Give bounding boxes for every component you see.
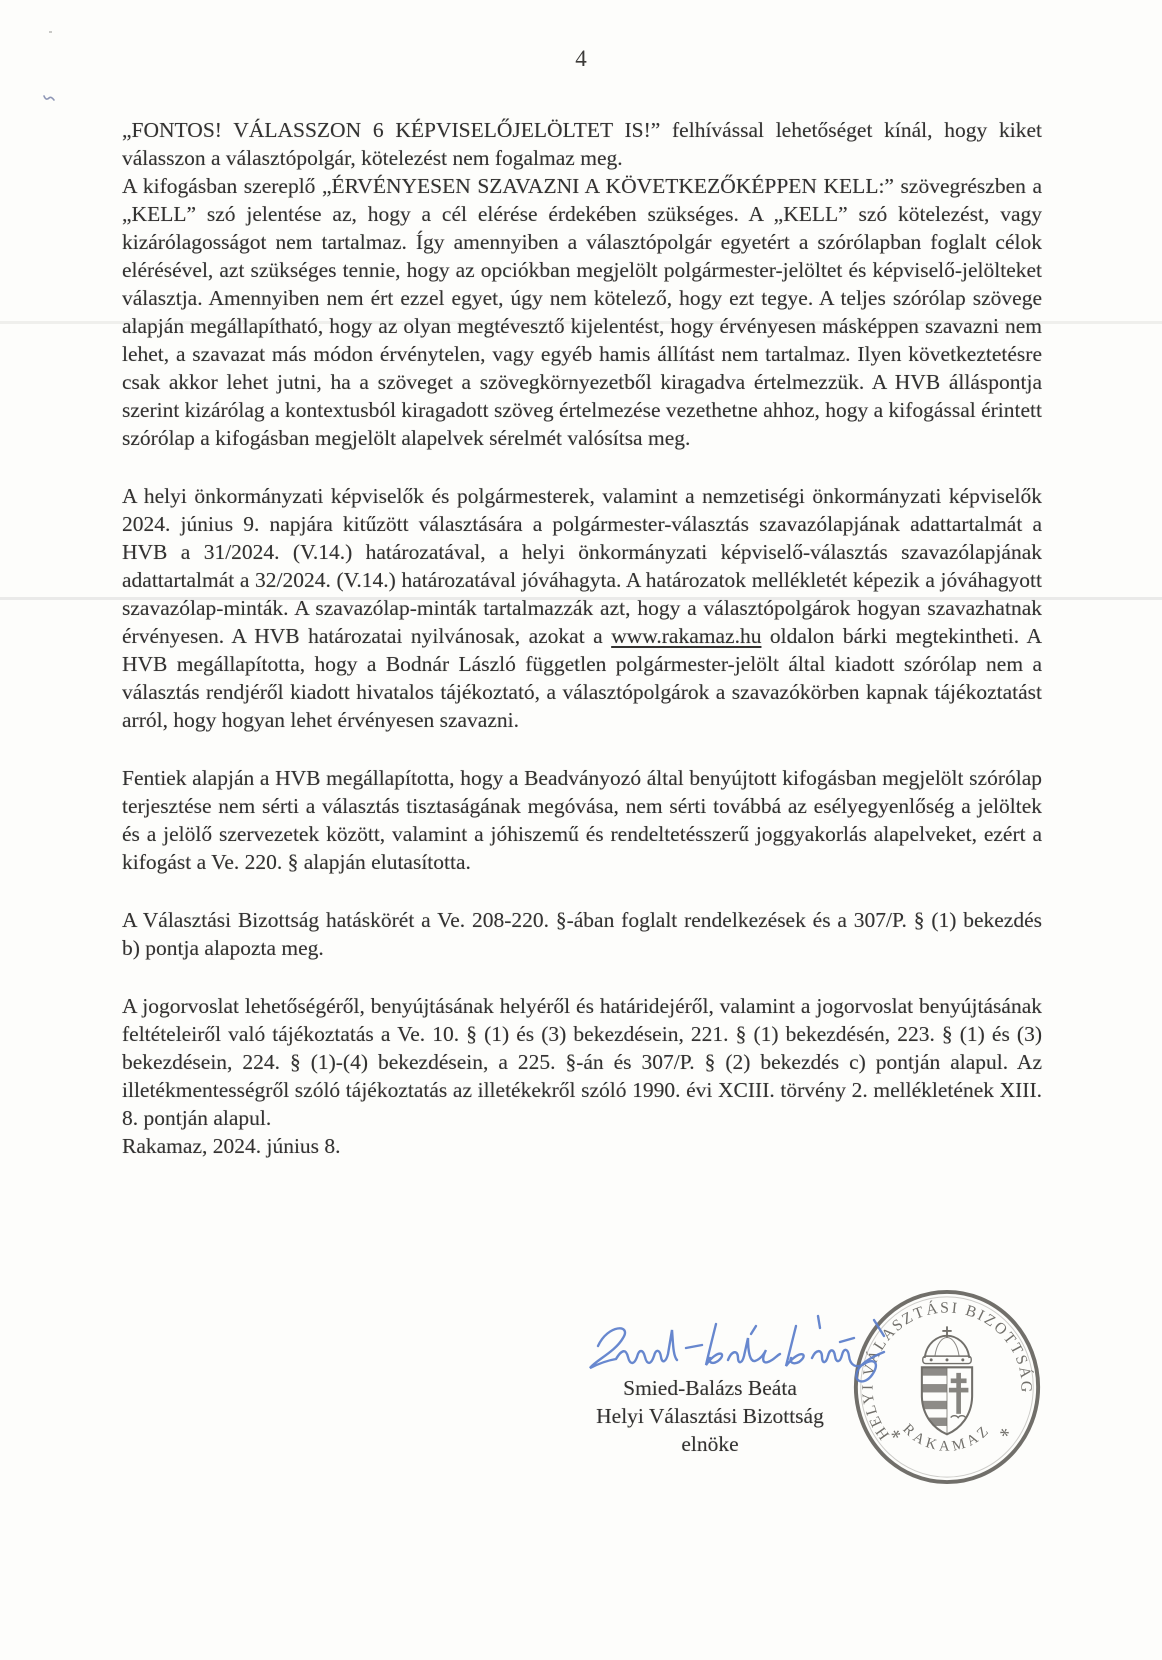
paragraph-kifogas: A kifogásban szereplő „ÉRVÉNYESEN SZAVAZNI A KÖVETKEZŐKÉPPEN KELL:” szövegrészben a „KELL” szó jelentése az, hogy a cél elérése érdekében szükséges. A „KELL” szó kötelezést, vagy kizárólagosságot nem tartalmaz. Így amennyiben a választópolgár egyetért a szórólapban foglalt célok elérésével, azt szükséges tennie, hogy az opciókban megjelölt polgármester-jelöltet és képviselő-jelölteket választja. Amennyiben nem ért ezzel egyet, úgy nem kötelező, hogy ezt tegye. A teljes szórólap szövege alapján megállapítható, hogy az olyan megtévesztő kijelentést, hogy érvényesen másképpen szavazni nem lehet, a szavazat más módon érvénytelen, vagy egyéb hamis állítást nem tartalmaz. Ilyen következtetésre csak akkor lehet jutni, ha a szöveget a szövegkörnyezetből kiragadva értelmezzük. A HVB álláspontja szerint kizárólag a kontextusból kiragadott szöveg értelmezése vezethetne ahhoz, hogy a kifogással érintett szórólap a kifogásban megjelölt alapelvek sérelmét valósítsa meg. [122, 174, 1042, 450]
website-link-text: www.rakamaz.hu [611, 624, 762, 648]
scan-artifact [42, 92, 56, 104]
signer-title: elnöke [681, 1432, 739, 1456]
stamp-ring-text: HELYI VÁLASZTÁSI BIZOTTSÁG [859, 1299, 1035, 1443]
stamp-star-left-icon: * [887, 1425, 908, 1450]
handwritten-signature [578, 1312, 898, 1397]
paragraph-fentiek: Fentiek alapján a HVB megállapította, hogy a Beadványozó által benyújtott kifogásban megjelölt szórólap terjesztése nem sérti a választás tisztaságának megóvása, nem sérti továbbá az esélyegyenlőség a jelöltek és a jelölő szervezetek között, valamint a jóhiszemű és rendeltetésszerű joggyakorlás alapelveket, ezért a kifogást a Ve. 220. § alapján elutasította. [122, 766, 1042, 874]
paragraph-jogorvoslat: A jogorvoslat lehetőségéről, benyújtásának helyéről és határidejéről, valamint a jogorvoslat benyújtásának feltételeiről való tájékoztatás a Ve. 10. § (1) és (3) bekezdésein, 221. § (1) bekezdésén, 223. § (1) és (3) bekezdésein, 224. § (1)-(4) bekezdésein, a 225. §-án és 307/P. § (2) bekezdés c) pontján alapul. Az illetékmentességről szóló tájékoztatás az illetékekről szóló 1990. évi XCIII. törvény 2. mellékletének XIII. 8. pontján alapul. [122, 994, 1042, 1130]
coat-of-arms-icon [922, 1326, 972, 1434]
paragraph-fontos: „FONTOS! VÁLASSZON 6 KÉPVISELŐJELÖLTET IS!” felhívással lehetőséget kínál, hogy kiket válasszon a választópolgár, kötelezést nem fogalmaz meg. [122, 118, 1042, 170]
document-body [122, 116, 1042, 1160]
paragraph-text: A helyi önkormányzati képviselők és polgármesterek, valamint a nemzetiségi önkormányzati képviselők 2024. június 9. napjára kitűzött választására a polgármester-választás szavazólapjának adattartalmát a HVB a 31/2024. (V.14.) határozatával, a helyi önkormányzati képviselő-választás szavazólapjának adattartalmát a 32/2024. (V.14.) határozatával jóváhagyta. A határozatok mellékletét képezik a jóváhagyott szavazólap-minták. A szavazólap-minták tartalmazzák azt, hogy a választópolgárok hogyan szavazhatnak érvényesen. A HVB határozatai nyilvánosak, azokat a [122, 484, 1042, 648]
paragraph-text: oldalon bárki megtekintheti. A HVB megállapította, hogy a Bodnár László független polgármester-jelölt által kiadott szórólap nem a választás rendjéről kiadott hivatalos tájékoztató, a választópolgárok a szavazókörben kapnak tájékoztatást arról, hogy hogyan lehet érvényesen szavazni. [122, 624, 1042, 732]
stamp-bottom-text: RAKAMAZ [899, 1421, 995, 1455]
signer-name: Smied-Balázs Beáta [623, 1376, 797, 1400]
signer-organization: Helyi Választási Bizottság [596, 1404, 824, 1428]
date-line: Rakamaz, 2024. június 8. [122, 1134, 341, 1158]
paragraph-hataskor: A Választási Bizottság hatáskörét a Ve. 208-220. §-ában foglalt rendelkezések és a 307/P. § (1) bekezdés b) pontja alapozta meg. [122, 908, 1042, 960]
stamp-star-right-icon: * [993, 1423, 1013, 1449]
page-number: 4 [575, 46, 587, 71]
scan-artifact [49, 31, 52, 33]
paragraph-hatarozatok [122, 482, 1042, 734]
